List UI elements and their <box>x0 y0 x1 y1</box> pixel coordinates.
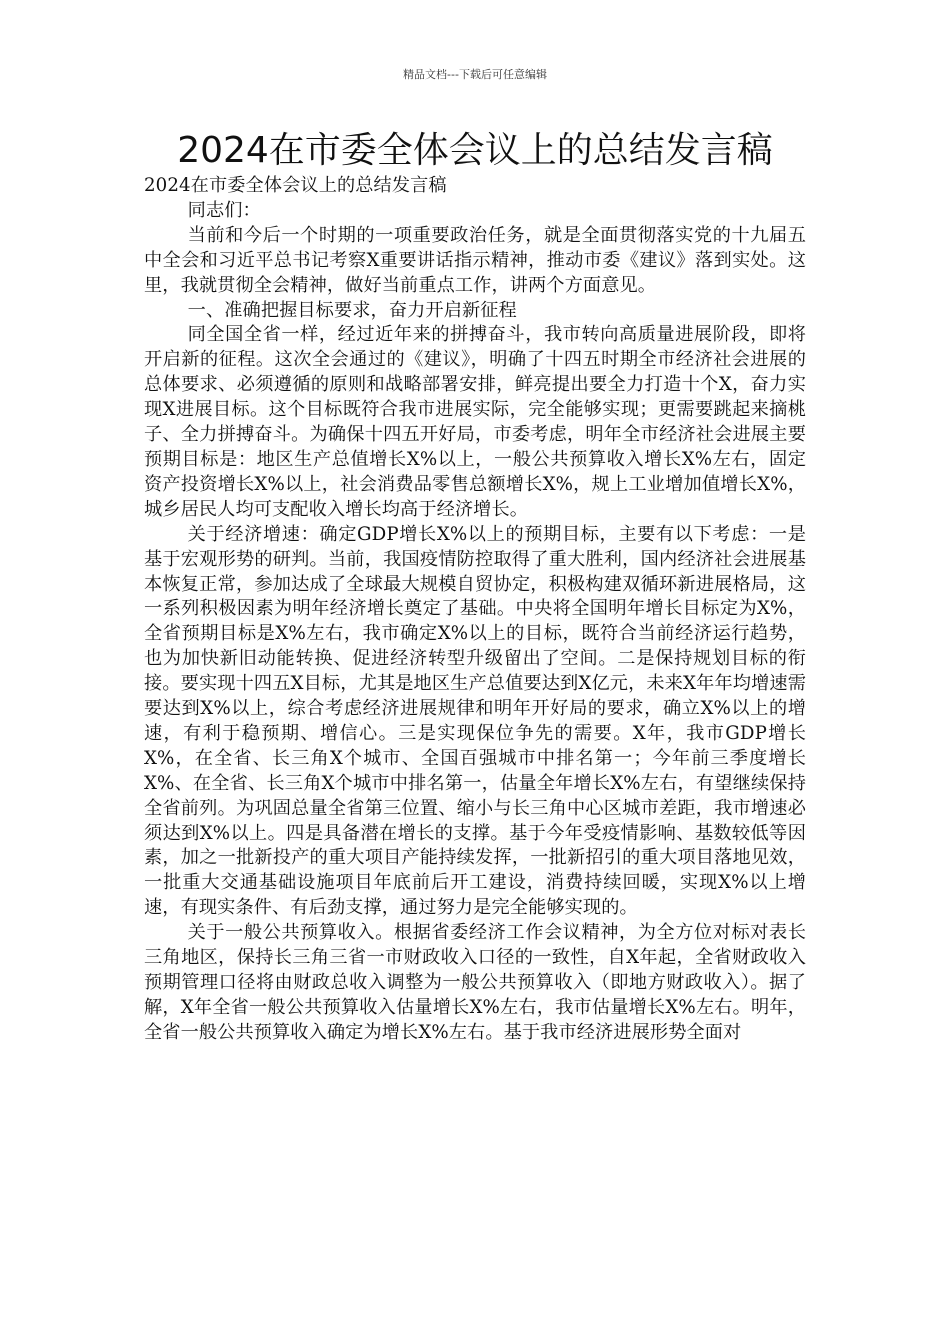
document-body <box>144 174 806 1046</box>
document-subtitle: 2024在市委全体会议上的总结发言稿 <box>144 175 447 196</box>
paragraph: 同全国全省一样，经过近年来的拼搏奋斗，我市转向高质量进展阶段，即将开启新的征程。这次全会通过的《建议》，明确了十四五时期全市经济社会进展的总体要求、必须遵循的原则和战略部署安排，鲜亮提出要全力打造十个X，奋力实现X进展目标。这个目标既符合我市进展实际，完全能够实现；更需要跳起来摘桃子、全力拼搏奋斗。为确保十四五开好局，市委考虑，明年全市经济社会进展主要预期目标是：地区生产总值增长X%以上，一般公共预算收入增长X%左右，固定资产投资增长X%以上，社会消费品零售总额增长X%，规上工业增加值增长X%，城乡居民人均可支配收入增长均高于经济增长。 <box>144 324 806 520</box>
page-title: 2024在市委全体会议上的总结发言稿 <box>177 130 773 171</box>
header-note: 精品文档---下载后可任意编辑 <box>403 68 547 81</box>
salutation: 同志们： <box>187 199 261 221</box>
paragraph: 当前和今后一个时期的一项重要政治任务，就是全面贯彻落实党的十九届五中全会和习近平总书记考察X重要讲话指示精神，推动市委《建议》落到实处。这里，我就贯彻全会精神，做好当前重点工作，讲两个方面意见。 <box>144 224 806 296</box>
paragraph: 关于经济增速：确定GDP增长X%以上的预期目标，主要有以下考虑：一是基于宏观形势的研判。当前，我国疫情防控取得了重大胜利，国内经济社会进展基本恢复正常，参加达成了全球最大规模自贸协定，积极构建双循环新进展格局，这一系列积极因素为明年经济增长奠定了基础。中央将全国明年增长目标定为X%，全省预期目标是X%左右，我市确定X%以上的目标，既符合当前经济运行趋势，也为加快新旧动能转换、促进经济转型升级留出了空间。二是保持规划目标的衔接。要实现十四五X目标，尤其是地区生产总值要达到X亿元，未来X年年均增速需要达到X%以上，综合考虑经济进展规律和明年开好局的要求，确立X%以上的增速，有利于稳预期、增信心。三是实现保位争先的需要。X年，我市GDP增长X%，在全省、长三角X个城市、全国百强城市中排名第一；今年前三季度增长X%、在全省、长三角X个城市中排名第一，估量全年增长X%左右，有望继续保持全省前列。为巩固总量全省第三位置、缩小与长三角中心区城市差距，我市增速必须达到X%以上。四是具备潜在增长的支撑。基于今年受疫情影响、基数较低等因素，加之一批新投产的重大项目产能持续发挥，一批新招引的重大项目落地见效，一批重大交通基础设施项目年底前后开工建设，消费持续回暖，实现X%以上增速，有现实条件、有后劲支撑，通过努力是完全能够实现的。 <box>144 523 806 919</box>
section-heading: 一、准确把握目标要求，奋力开启新征程 <box>187 299 517 321</box>
paragraph: 关于一般公共预算收入。根据省委经济工作会议精神，为全方位对标对表长三角地区，保持长三角三省一市财政收入口径的一致性，自X年起，全省财政收入预期管理口径将由财政总收入调整为一般公共预算收入（即地方财政收入）。据了解，X年全省一般公共预算收入估量增长X%左右，我市估量增长X%左右。明年，全省一般公共预算收入确定为增长X%左右。基于我市经济进展形势全面对 <box>144 922 806 1043</box>
